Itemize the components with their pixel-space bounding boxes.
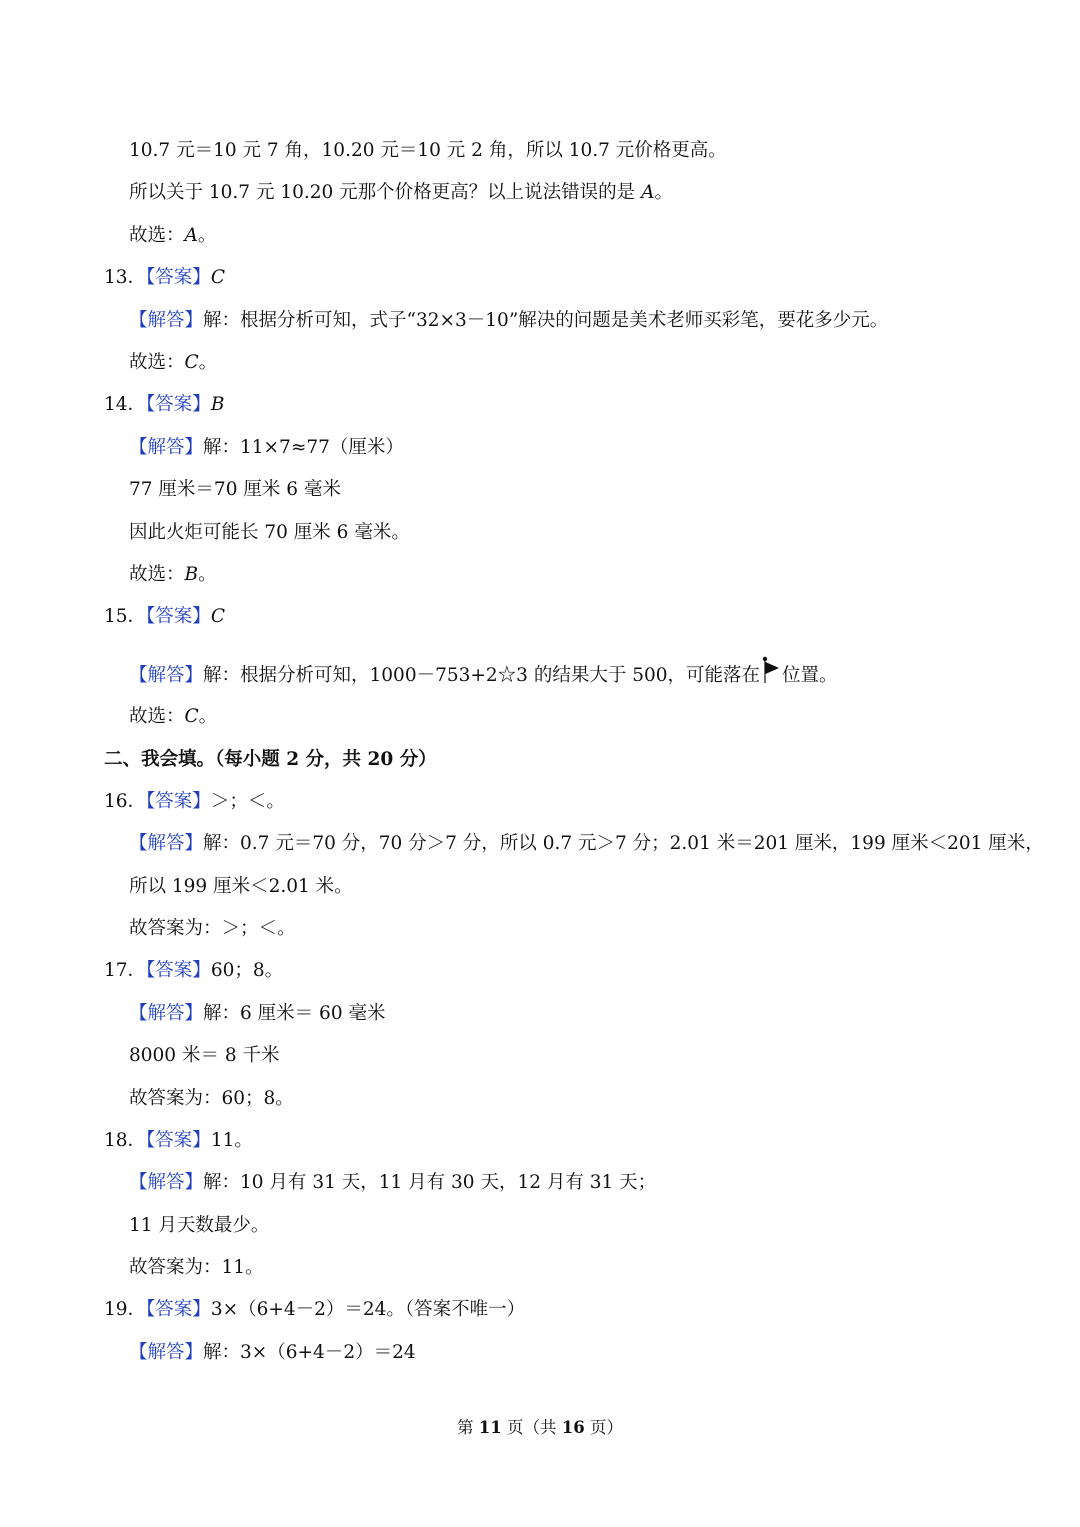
answer-tag: 【答案】 xyxy=(146,267,211,288)
text-line: 11 月天数最少。 xyxy=(129,1215,270,1236)
analysis-tag: 【解答】 xyxy=(129,437,204,458)
text-line: 因此火炬可能长 70 厘米 6 毫米。 xyxy=(129,522,410,543)
select-line: 故选：A。 xyxy=(129,225,217,246)
question-17-analysis: 【解答】解：6 厘米＝ 60 毫米 xyxy=(129,1003,386,1024)
question-17-answer: 17．【答案】60；8。 xyxy=(104,960,284,981)
analysis-tag: 【解答】 xyxy=(129,833,204,854)
answer-tag: 【答案】 xyxy=(146,1130,211,1151)
select-line: 故选：C。 xyxy=(129,352,218,373)
question-19-answer: 19．【答案】3×（6+4－2）＝24。（答案不唯一） xyxy=(104,1299,526,1320)
answer-tag: 【答案】 xyxy=(146,791,211,812)
answer-tag: 【答案】 xyxy=(146,960,211,981)
page-footer: 第 11 页（共 16 页） xyxy=(457,1418,623,1437)
answer-tag: 【答案】 xyxy=(146,606,211,627)
analysis-tag: 【解答】 xyxy=(129,1172,204,1193)
section-heading: 二、我会填。（每小题 2 分，共 20 分） xyxy=(104,749,437,770)
answer-tag: 【答案】 xyxy=(146,1299,211,1320)
answer-tag: 【答案】 xyxy=(146,394,211,415)
text-line: 所以关于 10.7 元 10.20 元那个价格更高？以上说法错误的是 A。 xyxy=(129,182,673,203)
analysis-tag: 【解答】 xyxy=(129,310,204,331)
question-14-analysis: 【解答】解：11×7≈77（厘米） xyxy=(129,437,404,458)
flag-icon xyxy=(762,653,780,683)
question-18-answer: 18．【答案】11。 xyxy=(104,1130,253,1151)
text-line: 故答案为：11。 xyxy=(129,1257,264,1278)
analysis-tag: 【解答】 xyxy=(129,1003,204,1024)
question-16-answer: 16．【答案】＞；＜。 xyxy=(104,791,285,812)
text-line: 故答案为：＞；＜。 xyxy=(129,918,296,939)
question-18-analysis: 【解答】解：10 月有 31 天，11 月有 30 天，12 月有 31 天； xyxy=(129,1172,657,1193)
page-number: 11 xyxy=(478,1418,502,1437)
select-line: 故选：B。 xyxy=(129,564,217,585)
question-15-answer: 15．【答案】C xyxy=(104,606,225,627)
analysis-tag: 【解答】 xyxy=(129,1342,204,1363)
text-line: 77 厘米＝70 厘米 6 毫米 xyxy=(129,479,341,500)
question-13-analysis: 【解答】解：根据分析可知，式子“32×3－10”解决的问题是美术老师买彩笔，要花多少元。 xyxy=(129,310,889,331)
text-line: 8000 米＝ 8 千米 xyxy=(129,1045,280,1066)
question-13-answer: 13．【答案】C xyxy=(104,267,225,288)
question-19-analysis: 【解答】解：3×（6+4－2）＝24 xyxy=(129,1342,416,1363)
select-line: 故选：C。 xyxy=(129,706,218,727)
text-line: 所以 199 厘米＜2.01 米。 xyxy=(129,876,353,897)
text-line: 故答案为：60；8。 xyxy=(129,1088,294,1109)
page-total: 16 xyxy=(561,1418,585,1437)
question-16-analysis: 【解答】解：0.7 元＝70 分，70 分＞7 分，所以 0.7 元＞7 分；2.01 米＝201 厘米，199 厘米＜201 厘米， xyxy=(129,833,1044,854)
analysis-tag: 【解答】 xyxy=(129,665,204,686)
text-line: 10.7 元＝10 元 7 角，10.20 元＝10 元 2 角，所以 10.7 元价格更高。 xyxy=(129,140,727,161)
question-14-answer: 14．【答案】B xyxy=(104,394,225,415)
question-15-analysis: 【解答】解：根据分析可知，1000－753+2☆3 的结果大于 500，可能落在 位置。 xyxy=(129,664,838,688)
